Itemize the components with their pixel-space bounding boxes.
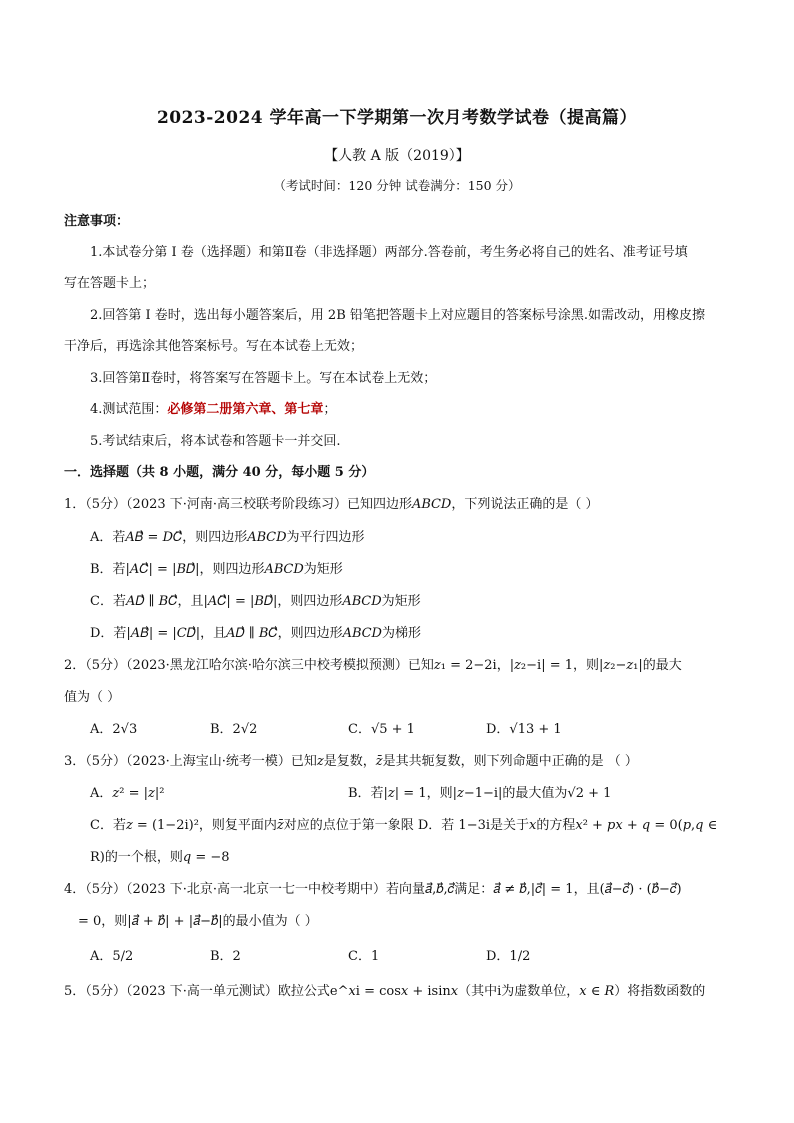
- note-4: [90, 398, 336, 417]
- q1-option-a: A．若𝐴𝐵⃗ = 𝐷𝐶⃗，则四边形𝐴𝐵𝐶𝐷为平行四边形: [90, 530, 365, 545]
- q3-option-b: B．若|𝑧| = 1，则|𝑧−1−i|的最大值为√2 + 1: [348, 786, 612, 801]
- exam-edition: 【人教 A 版（2019）】: [324, 148, 470, 164]
- q4-option-a: A．5/2: [90, 949, 134, 964]
- note-2-line-2: 干净后，再选涂其他答案标号。写在本试卷上无效；: [64, 339, 364, 354]
- exam-title: 2023-2024 学年高一下学期第一次月考数学试卷（提高篇）: [156, 108, 638, 128]
- note-1-line-2: 写在答题卡上；: [64, 276, 156, 291]
- note-2-line-1: 2.回答第 I 卷时，选出每小题答案后，用 2B 铅笔把答题卡上对应题目的答案标号涂黑.如需改动，用橡皮擦: [90, 308, 706, 323]
- q2-stem-line-2: 值为（ ）: [64, 690, 121, 705]
- q4-option-c: C．1: [348, 949, 380, 964]
- note-4-prefix: 4.测试范围：: [90, 402, 168, 417]
- q3-stem: 3．（5分）（2023·上海宝山·统考一模）已知𝑧是复数，𝑧̄是其共轭复数，则下列命题中正确的是 （ ）: [64, 754, 638, 769]
- q4-stem-line-1: 4．（5分）（2023 下·北京·高一北京一七一中校考期中）若向量𝑎⃗,𝑏⃗,𝑐⃗满足：𝑎⃗ ≠ 𝑏⃗,|𝑐⃗| = 1，且(𝑎⃗−𝑐⃗) · (𝑏⃗−𝑐⃗): [64, 882, 682, 897]
- q1-option-b: B．若|𝐴𝐶⃗| = |𝐵𝐷⃗|，则四边形𝐴𝐵𝐶𝐷为矩形: [90, 562, 343, 577]
- note-3: 3.回答第Ⅱ卷时，将答案写在答题卡上。写在本试卷上无效；: [90, 371, 437, 386]
- q1-option-d: D．若|𝐴𝐵⃗| = |𝐶𝐷⃗|，且𝐴𝐷⃗ ∥ 𝐵𝐶⃗，则四边形𝐴𝐵𝐶𝐷为梯形: [90, 626, 421, 641]
- note-4-suffix: ；: [323, 402, 337, 417]
- q2-option-c: C．√5 + 1: [348, 722, 415, 737]
- note-5: 5.考试结束后，将本试卷和答题卡一并交回.: [90, 434, 341, 449]
- section-heading: 一．选择题（共 8 小题，满分 40 分，每小题 5 分）: [64, 465, 375, 480]
- exam-time-info: （考试时间：120 分钟 试卷满分：150 分）: [273, 178, 521, 193]
- q5-stem-line-1: 5．（5分）（2023 下·高一单元测试）欧拉公式e^𝑥i = cos𝑥 + isin𝑥（其中i为虚数单位，𝑥 ∈ 𝑅）将指数函数的: [64, 984, 706, 999]
- q4-stem-line-2: = 0，则|𝑎⃗ + 𝑏⃗| + |𝑎⃗−𝑏⃗|的最小值为（ ）: [78, 914, 318, 929]
- q3-option-cd-line-2: R)的一个根，则𝑞 = −8: [90, 850, 230, 865]
- q2-stem-line-1: 2．（5分）（2023·黑龙江哈尔滨·哈尔滨三中校考模拟预测）已知𝑧₁ = 2−2i，|𝑧₂−i| = 1，则|𝑧₂−𝑧₁|的最大: [64, 658, 682, 673]
- note-1-line-1: 1.本试卷分第 I 卷（选择题）和第Ⅱ卷（非选择题）两部分.答卷前，考生务必将自己的姓名、准考证号填: [90, 245, 688, 260]
- q3-option-cd-line-1: C．若𝑧 = (1−2i)²，则复平面内𝑧̄对应的点位于第一象限 D．若 1−3i是关于𝑥的方程𝑥² + 𝑝𝑥 + 𝑞 = 0(𝑝,𝑞 ∈: [90, 818, 718, 833]
- q2-option-a: A．2√3: [90, 722, 138, 737]
- q1-stem: 1．（5分）（2023 下·河南·高三校联考阶段练习）已知四边形𝐴𝐵𝐶𝐷，下列说法正确的是（ ）: [64, 497, 599, 512]
- q3-option-a: A．𝑧² = |𝑧|²: [90, 786, 165, 801]
- notes-heading: 注意事项：: [64, 214, 130, 229]
- q2-option-d: D．√13 + 1: [486, 722, 562, 737]
- q1-option-c: C．若𝐴𝐷⃗ ∥ 𝐵𝐶⃗，且|𝐴𝐶⃗| = |𝐵𝐷⃗|，则四边形𝐴𝐵𝐶𝐷为矩形: [90, 594, 421, 609]
- q4-option-d: D．1/2: [486, 949, 531, 964]
- q4-option-b: B．2: [210, 949, 241, 964]
- note-4-range: 必修第二册第六章、第七章: [167, 402, 324, 417]
- q2-option-b: B．2√2: [210, 722, 258, 737]
